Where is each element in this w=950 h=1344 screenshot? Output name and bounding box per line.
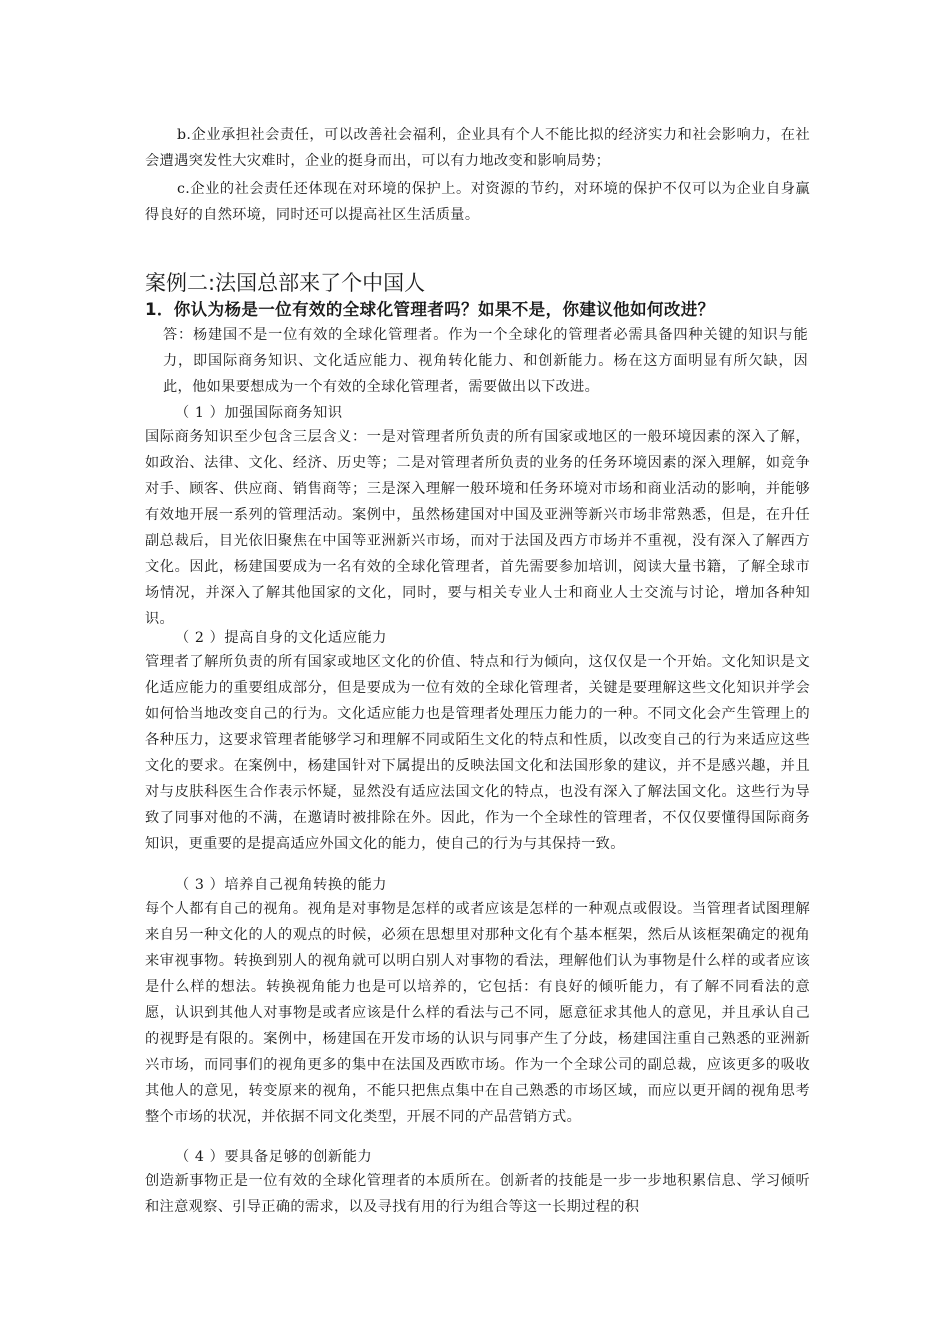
section-heading-4: （ 4 ）要具备足够的创新能力	[175, 1149, 373, 1165]
answer-paragraph: 答：杨建国不是一位有效的全球化管理者。作为一个全球化的管理者必需具备四种关键的知识与能力，即国际商务知识、文化适应能力、视角转化能力、和创新能力。杨在这方面明显有所欠缺，因此，他如果要想成为一个有效的全球化管理者，需要做出以下改进。	[163, 327, 808, 395]
section-heading-3: （ 3 ）培养自己视角转换的能力	[175, 877, 388, 893]
section-body-4: 创造新事物正是一位有效的全球化管理者的本质所在。创新者的技能是一步一步地积累信息、学习倾听和注意观察、引导正确的需求，以及寻找有用的行为组合等这一长期过程的积	[145, 1173, 810, 1215]
case-title: 案例二:法国总部来了个中国人	[145, 271, 426, 295]
question-1: 1．你认为杨是一位有效的全球化管理者吗？如果不是，你建议他如何改进？	[145, 300, 715, 319]
paragraph-b: b.企业承担社会责任，可以改善社会福利，企业具有个人不能比拟的经济实力和社会影响力，在社会遭遇突发性大灾难时，企业的挺身而出，可以有力地改变和影响局势；	[145, 127, 810, 169]
section-heading-1: （ 1 ）加强国际商务知识	[175, 405, 343, 421]
paragraph-c: c.企业的社会责任还体现在对环境的保护上。对资源的节约，对环境的保护不仅可以为企业自身赢得良好的自然环境，同时还可以提高社区生活质量。	[145, 181, 810, 223]
section-body-3: 每个人都有自己的视角。视角是对事物是怎样的或者应该是怎样的一种观点或假设。当管理者试图理解来自另一种文化的人的观点的时候，必须在思想里对那种文化有个基本框架，然后从该框架确定的视角来审视事物。转换到别人的视角就可以明白别人对事物的看法，理解他们认为事物是什么样的或者应该是什么样的想法。转换视角能力也是可以培养的，它包括：有良好的倾听能力，有了解不同看法的意愿，认识到其他人对事物是或者应该是什么样的看法与己不同，愿意征求其他人的意见，并且承认自己的视野是有限的。案例中，杨建国在开发市场的认识与同事产生了分歧，杨建国注重自己熟悉的亚洲新兴市场，而同事们的视角更多的集中在法国及西欧市场。作为一个全球公司的副总裁，应该更多的吸收其他人的意见，转变原来的视角，不能只把焦点集中在自己熟悉的市场区域，而应以更开阔的视角思考整个市场的状况，并依据不同文化类型，开展不同的产品营销方式。	[145, 901, 810, 1125]
section-heading-2: （ 2 ）提高自身的文化适应能力	[175, 630, 388, 646]
section-body-1: 国际商务知识至少包含三层含义：一是对管理者所负责的所有国家或地区的一般环境因素的深入了解，如政治、法律、文化、经济、历史等；二是对管理者所负责的业务的任务环境因素的深入理解，如竞争对手、顾客、供应商、销售商等；三是深入理解一般环境和任务环境对市场和商业活动的影响，并能够有效地开展一系列的管理活动。案例中，虽然杨建国对中国及亚洲等新兴市场非常熟悉，但是，在升任副总裁后，目光依旧聚焦在中国等亚洲新兴市场，而对于法国及西方市场并不重视，没有深入了解西方文化。因此，杨建国要成为一名有效的全球化管理者，首先需要参加培训，阅读大量书籍，了解全球市场情况，并深入了解其他国家的文化，同时，要与相关专业人士和商业人士交流与讨论，增加各种知识。	[145, 429, 810, 627]
section-body-2: 管理者了解所负责的所有国家或地区文化的价值、特点和行为倾向，这仅仅是一个开始。文化知识是文化适应能力的重要组成部分，但是要成为一位有效的全球化管理者，关键是要理解这些文化知识并学会如何恰当地改变自己的行为。文化适应能力也是管理者处理压力能力的一种。不同文化会产生管理上的各种压力，这要求管理者能够学习和理解不同或陌生文化的特点和性质，以改变自己的行为来适应这些文化的要求。在案例中，杨建国针对下属提出的反映法国文化和法国形象的建议，并不是感兴趣，并且对与皮肤科医生合作表示怀疑，显然没有适应法国文化的特点，也没有深入了解法国文化。这些行为导致了同事对他的不满，在邀请时被排除在外。因此，作为一个全球性的管理者，不仅仅要懂得国际商务知识，更重要的是提高适应外国文化的能力，使自己的行为与其保持一致。	[145, 654, 810, 852]
